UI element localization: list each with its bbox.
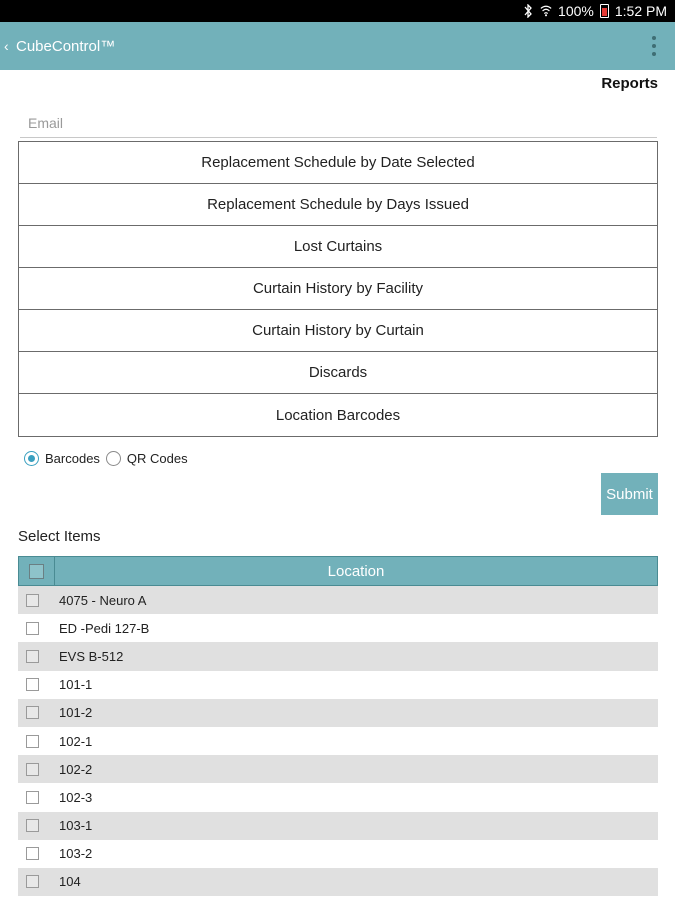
row-checkbox[interactable]	[26, 763, 39, 776]
report-button-location-barcodes[interactable]: Location Barcodes	[19, 394, 657, 436]
radio-label-barcodes[interactable]: Barcodes	[45, 451, 100, 466]
row-checkbox[interactable]	[26, 622, 39, 635]
radio-option-barcodes[interactable]	[24, 451, 100, 466]
report-button-history-by-facility[interactable]: Curtain History by Facility	[19, 268, 657, 310]
report-button-discards[interactable]: Discards	[19, 352, 657, 394]
row-location: 104	[59, 874, 81, 890]
row-location: 102-1	[59, 733, 93, 749]
row-location: 101-2	[59, 705, 93, 721]
table-row[interactable]	[18, 783, 658, 811]
battery-icon	[600, 4, 609, 18]
submit-button[interactable]: Submit	[601, 473, 658, 515]
table-row[interactable]	[18, 868, 658, 896]
battery-percent: 100%	[558, 3, 594, 19]
row-checkbox[interactable]	[26, 875, 39, 888]
row-location: 103-2	[59, 846, 93, 862]
column-header-location[interactable]: Location	[327, 562, 385, 580]
row-checkbox[interactable]	[26, 819, 39, 832]
radio-qr-codes[interactable]	[106, 451, 121, 466]
row-location: 101-1	[59, 677, 93, 693]
table-row[interactable]	[18, 812, 658, 840]
row-checkbox[interactable]	[26, 594, 39, 607]
select-all-checkbox[interactable]	[29, 564, 44, 579]
row-checkbox[interactable]	[26, 706, 39, 719]
table-row[interactable]	[18, 699, 658, 727]
row-checkbox[interactable]	[26, 678, 39, 691]
bluetooth-icon	[522, 4, 534, 18]
email-field-container	[20, 108, 657, 138]
report-button-lost-curtains[interactable]: Lost Curtains	[19, 226, 657, 268]
app-bar	[0, 22, 675, 70]
code-type-radio-group	[24, 451, 194, 466]
radio-option-qr-codes[interactable]	[106, 451, 188, 466]
report-button-replacement-by-days[interactable]: Replacement Schedule by Days Issued	[19, 184, 657, 226]
status-bar	[0, 0, 675, 22]
back-chevron-icon[interactable]: ‹	[4, 38, 9, 54]
table-row[interactable]	[18, 755, 658, 783]
clock: 1:52 PM	[614, 3, 667, 19]
report-button-history-by-curtain[interactable]: Curtain History by Curtain	[19, 310, 657, 352]
overflow-menu-icon[interactable]	[651, 36, 657, 56]
row-checkbox[interactable]	[26, 791, 39, 804]
location-table	[18, 556, 658, 896]
row-location: 102-2	[59, 761, 93, 777]
select-all-cell	[19, 557, 55, 585]
row-location: 4075 - Neuro A	[59, 592, 147, 608]
table-row[interactable]	[18, 840, 658, 868]
table-header	[18, 556, 658, 586]
table-row[interactable]	[18, 642, 658, 670]
wifi-icon	[540, 4, 552, 18]
row-checkbox[interactable]	[26, 847, 39, 860]
report-button-replacement-by-date[interactable]: Replacement Schedule by Date Selected	[19, 142, 657, 184]
radio-barcodes[interactable]	[24, 451, 39, 466]
radio-label-qr-codes[interactable]: QR Codes	[126, 451, 188, 466]
table-row[interactable]	[18, 727, 658, 755]
table-row[interactable]	[18, 614, 658, 642]
row-checkbox[interactable]	[26, 735, 39, 748]
table-row[interactable]	[18, 671, 658, 699]
app-title[interactable]: CubeControl™	[16, 37, 116, 55]
row-location: 102-3	[59, 789, 93, 805]
row-location: 103-1	[59, 818, 93, 834]
page-title: Reports	[601, 75, 658, 92]
row-checkbox[interactable]	[26, 650, 39, 663]
table-row[interactable]	[18, 586, 658, 614]
email-field[interactable]	[20, 108, 657, 137]
row-location: ED -Pedi 127-B	[59, 620, 150, 636]
select-items-label: Select Items	[18, 528, 101, 545]
row-location: EVS B-512	[59, 648, 124, 664]
report-list	[18, 141, 658, 437]
